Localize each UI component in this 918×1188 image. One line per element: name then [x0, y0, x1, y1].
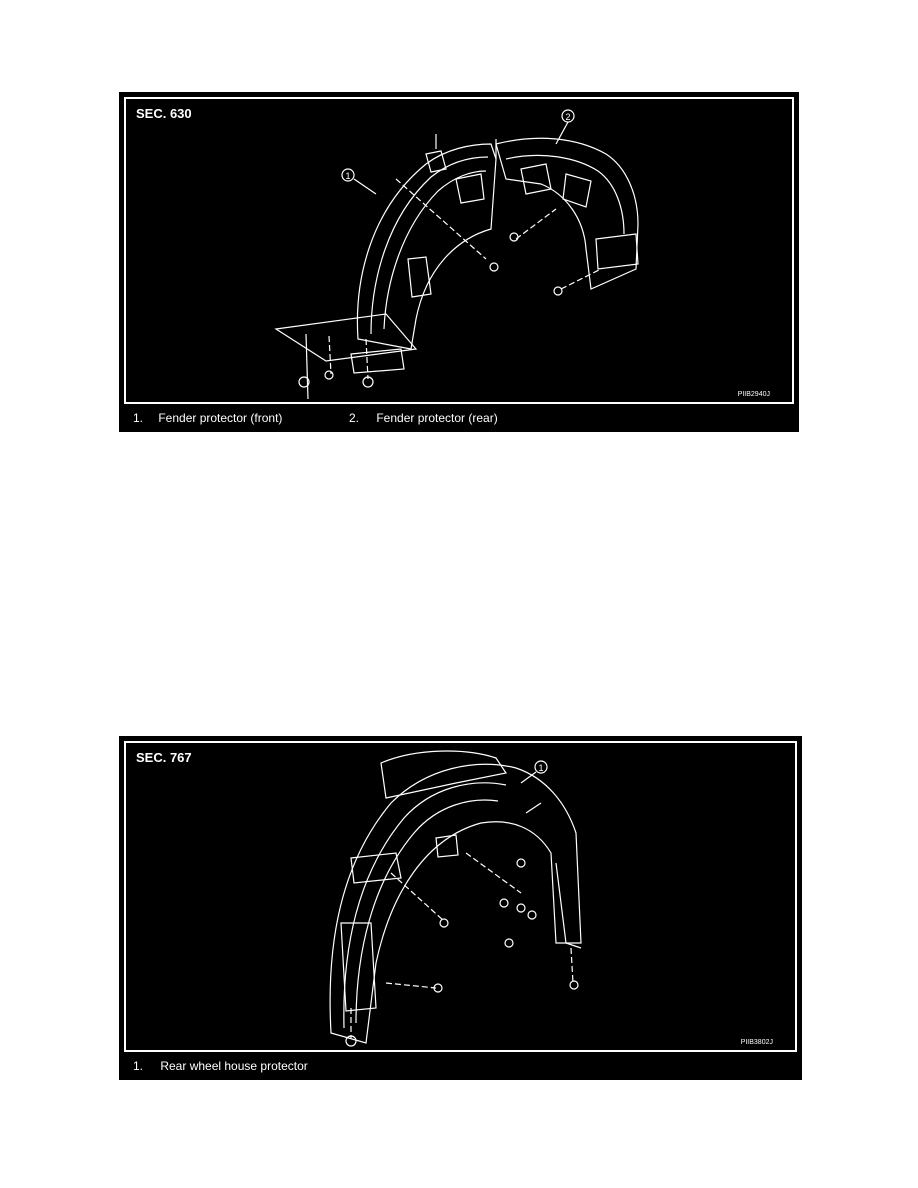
fasteners [299, 233, 562, 387]
legend-text: Fender protector (rear) [376, 411, 498, 425]
legend-item [349, 411, 498, 425]
section-label: SEC. 767 [136, 750, 192, 765]
figure-legend [119, 1054, 802, 1080]
callout-2 [556, 110, 574, 144]
legend-item [133, 411, 282, 425]
callout-1-label: 1 [345, 171, 351, 181]
legend-number: 2. [349, 411, 360, 425]
figure-code: PIIB3802J [740, 1039, 773, 1046]
figure-legend [119, 406, 799, 432]
callout-1 [342, 169, 376, 194]
figure-rear-wheel-house-protector [119, 736, 802, 1080]
callout-2-label: 2 [565, 112, 571, 122]
figure-fender-protector [119, 92, 799, 432]
callout-1-label: 1 [538, 763, 544, 773]
rear-fender-protector [496, 138, 638, 289]
diagram-frame [124, 97, 794, 404]
rear-wheel-house-protector-illustration [126, 743, 795, 1050]
section-label: SEC. 630 [136, 106, 192, 121]
front-fender-protector [276, 134, 496, 399]
legend-text: Rear wheel house protector [160, 1059, 308, 1073]
rear-wheel-house-protector [330, 751, 581, 1043]
figure-code: PIIB2940J [737, 391, 770, 398]
legend-text: Fender protector (front) [158, 411, 283, 425]
legend-number: 1. [133, 1059, 144, 1073]
diagram-frame [124, 741, 797, 1052]
fender-protector-illustration [126, 99, 792, 402]
legend-item [133, 1059, 308, 1073]
legend-number: 1. [133, 411, 144, 425]
